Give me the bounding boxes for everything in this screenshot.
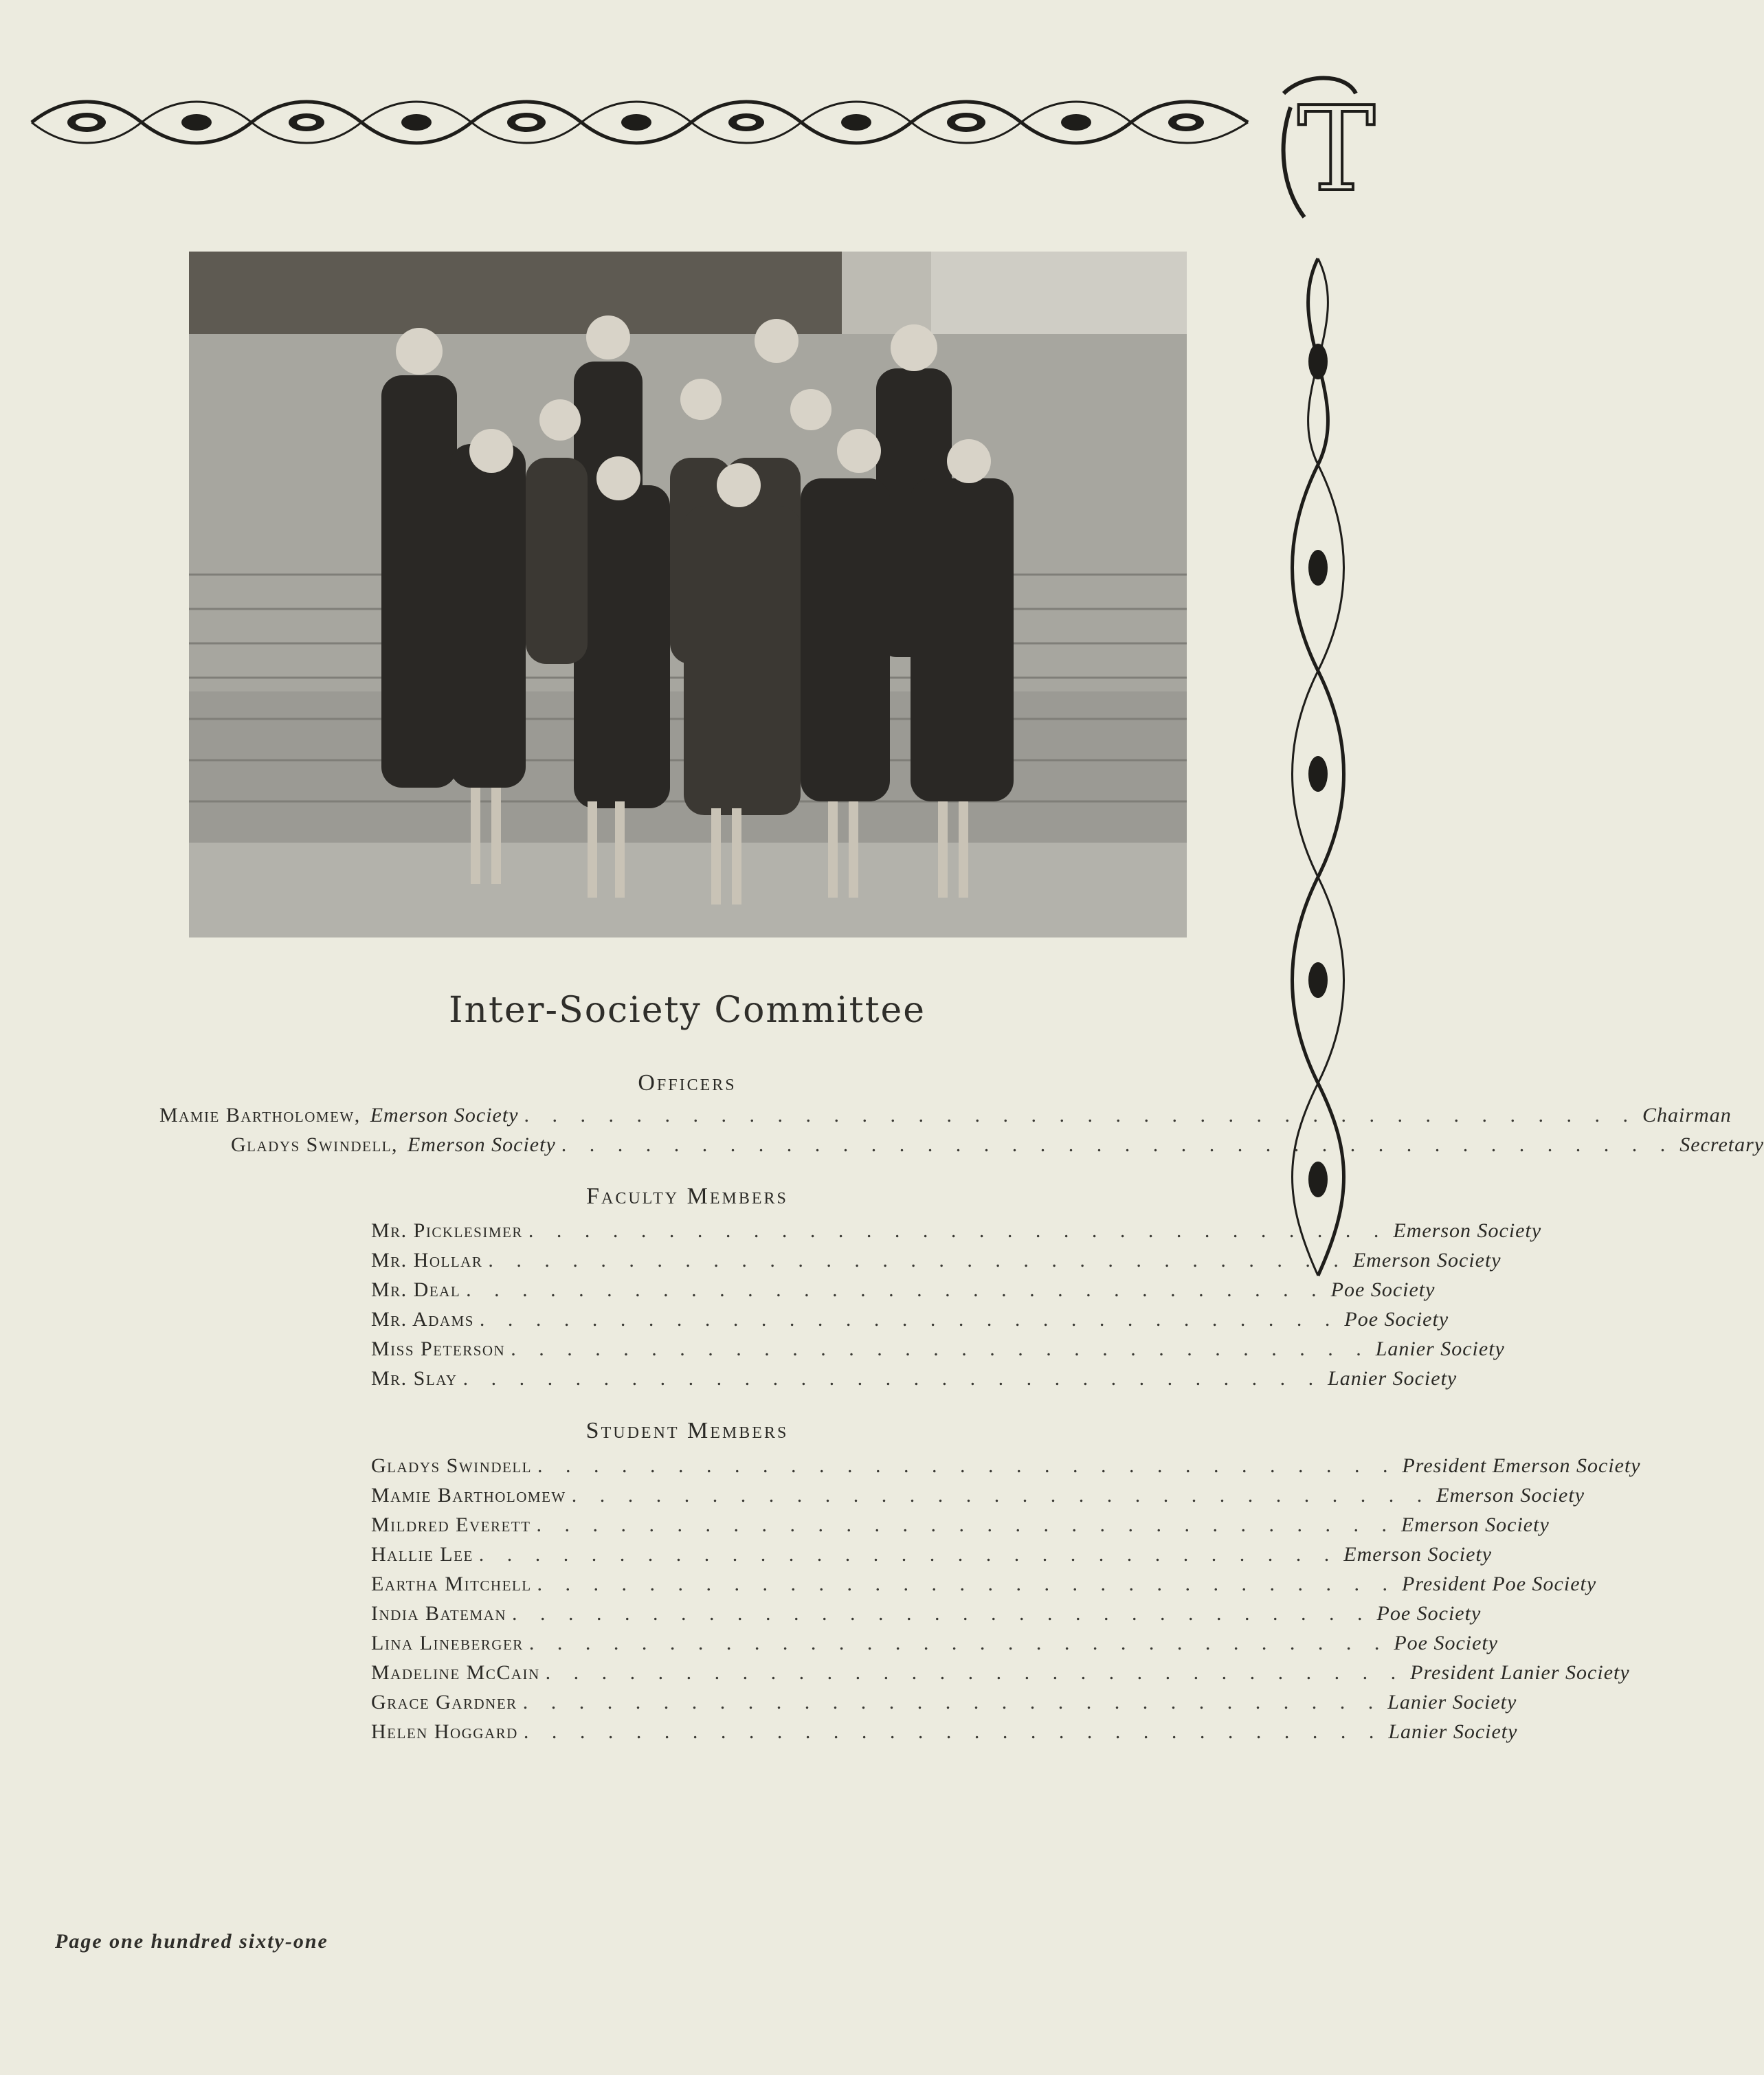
leader-dots: . . . . . . . . . . . . . . . . . . . . . . . . . . . . . . . (571, 1484, 1431, 1507)
leader-dots: . . . . . . . . . . . . . . . . . . . . . . . . . . . . . . . (537, 1573, 1397, 1595)
officer-name: Mamie Bartholomew, (159, 1104, 361, 1127)
member-society: Lanier Society (1375, 1338, 1505, 1360)
leader-dots: . . . . . . . . . . . . . . . . . . . . . . . . . . . . . . . (523, 1720, 1383, 1743)
student-row (371, 1691, 1517, 1713)
member-name: Mr. Adams (371, 1308, 474, 1331)
officer-role: Chairman (1642, 1104, 1732, 1127)
member-society: Poe Society (1344, 1308, 1449, 1331)
leader-dots: . . . . . . . . . . . . . . . . . . . . . . . . . . . . . . . (511, 1338, 1370, 1360)
leader-dots: . . . . . . . . . . . . . . . . . . . . . . . . . . . . . . . (537, 1454, 1397, 1477)
svg-text:T: T (1297, 82, 1376, 218)
member-name: Gladys Swindell (371, 1454, 532, 1477)
page-number: Page one hundred sixty-one (55, 1930, 328, 1953)
officer-society: Emerson Society (370, 1104, 519, 1127)
student-row (371, 1454, 1641, 1477)
leader-dots: . . . . . . . . . . . . . . . . . . . . . . . . . . . . . . . (479, 1308, 1339, 1331)
leader-dots: . . . . . . . . . . . . . . . . . . . . . . . . . . . . . . . (536, 1513, 1396, 1536)
member-name: Lina Lineberger (371, 1632, 524, 1654)
student-row (371, 1573, 1597, 1595)
officer-society: Emerson Society (407, 1133, 556, 1156)
student-row (371, 1720, 1518, 1743)
student-row (371, 1602, 1482, 1625)
student-row (371, 1543, 1493, 1566)
member-name: Madeline McCain (371, 1661, 540, 1684)
decorative-vine-border (25, 88, 1255, 157)
faculty-row (371, 1338, 1505, 1360)
member-society: Emerson Society (1436, 1484, 1585, 1507)
faculty-row (371, 1308, 1449, 1331)
faculty-row (371, 1367, 1458, 1390)
leader-dots: . . . . . . . . . . . . . . . . . . . . . . . . . . . . . . . (478, 1543, 1339, 1566)
member-name: Mildred Everett (371, 1513, 531, 1536)
officer-row (159, 1104, 1732, 1127)
page-title: Inter-Society Committee (448, 990, 926, 1031)
student-row (371, 1484, 1585, 1507)
leader-dots: . . . . . . . . . . . . . . . . . . . . . . . . . . . . . . . (512, 1602, 1372, 1625)
faculty-heading: Faculty Members (586, 1184, 788, 1209)
member-society: Lanier Society (1387, 1691, 1517, 1713)
faculty-row (371, 1219, 1542, 1242)
faculty-row (371, 1278, 1436, 1301)
member-society: Lanier Society (1328, 1367, 1458, 1390)
member-name: Helen Hoggard (371, 1720, 518, 1743)
member-society: Emerson Society (1343, 1543, 1493, 1566)
member-society: Poe Society (1330, 1278, 1436, 1301)
member-society: Lanier Society (1388, 1720, 1518, 1743)
member-society: Poe Society (1394, 1632, 1499, 1654)
member-name: Mr. Slay (371, 1367, 458, 1390)
member-society: Emerson Society (1400, 1513, 1550, 1536)
leader-dots: . . . . . . . . . . . . . . . . . . . . . . . . . . . . . . . (466, 1278, 1326, 1301)
group-photograph (189, 252, 1187, 937)
member-society: Emerson Society (1352, 1249, 1501, 1272)
member-name: Mr. Picklesimer (371, 1219, 523, 1242)
leader-dots: . . . . . . . . . . . . . . . . . . . . . . . . . . . . . . . . . . . . . . . . (524, 1104, 1638, 1127)
member-name: India Bateman (371, 1602, 506, 1625)
member-society: President Emerson Society (1402, 1454, 1641, 1477)
student-row (371, 1632, 1499, 1654)
leader-dots: . . . . . . . . . . . . . . . . . . . . . . . . . . . . . . . (488, 1249, 1348, 1272)
leader-dots: . . . . . . . . . . . . . . . . . . . . . . . . . . . . . . . (522, 1691, 1383, 1713)
member-name: Hallie Lee (371, 1543, 473, 1566)
leader-dots: . . . . . . . . . . . . . . . . . . . . . . . . . . . . . . . (462, 1367, 1323, 1390)
member-society: Poe Society (1376, 1602, 1482, 1625)
member-name: Mr. Deal (371, 1278, 461, 1301)
leader-dots: . . . . . . . . . . . . . . . . . . . . . . . . . . . . . . . (528, 1219, 1388, 1242)
member-name: Mamie Bartholomew (371, 1484, 566, 1507)
member-name: Eartha Mitchell (371, 1573, 532, 1595)
officers-heading: Officers (638, 1070, 737, 1096)
faculty-row (371, 1249, 1501, 1272)
leader-dots: . . . . . . . . . . . . . . . . . . . . . . . . . . . . . . . . . . . . . . . . (561, 1133, 1675, 1156)
officer-name: Gladys Swindell, (231, 1133, 398, 1156)
officer-row (231, 1133, 1764, 1156)
student-row (371, 1661, 1630, 1684)
officer-role: Secretary (1679, 1133, 1764, 1156)
student-row (371, 1513, 1550, 1536)
member-society: President Poe Society (1402, 1573, 1597, 1595)
leader-dots: . . . . . . . . . . . . . . . . . . . . . . . . . . . . . . . (545, 1661, 1405, 1684)
students-heading: Student Members (585, 1418, 789, 1443)
leader-dots: . . . . . . . . . . . . . . . . . . . . . . . . . . . . . . . (528, 1632, 1389, 1654)
member-name: Mr. Hollar (371, 1249, 483, 1272)
member-society: Emerson Society (1393, 1219, 1542, 1242)
member-name: Grace Gardner (371, 1691, 517, 1713)
member-society: President Lanier Society (1410, 1661, 1630, 1684)
member-name: Miss Peterson (371, 1338, 506, 1360)
